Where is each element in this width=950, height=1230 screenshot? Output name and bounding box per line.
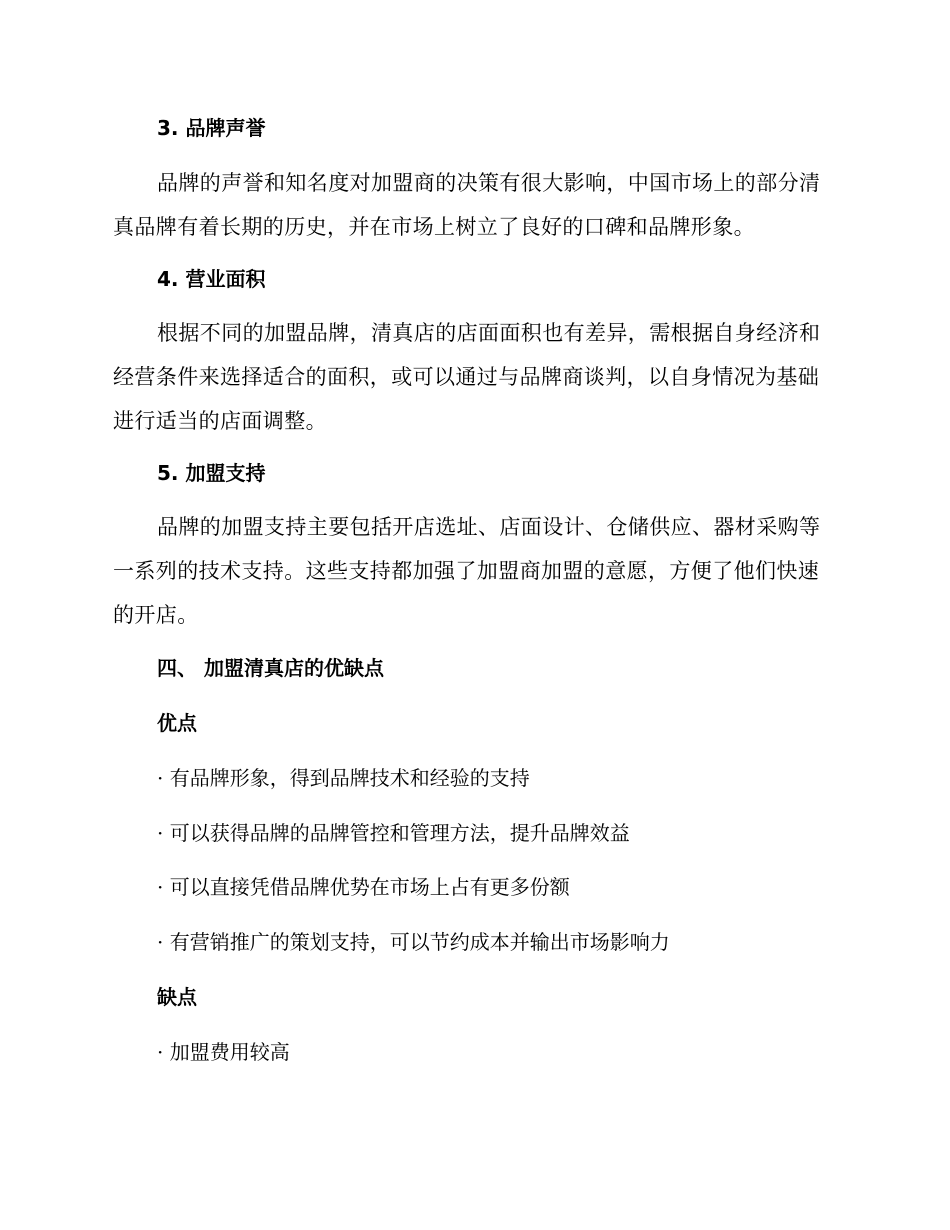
section-heading-franchise-support: 5. 加盟支持 — [157, 461, 266, 485]
pros-list-item: · 可以获得品牌的品牌管控和管理方法，提升品牌效益 — [157, 821, 630, 845]
section-heading-business-area: 4. 营业面积 — [157, 267, 266, 291]
pros-list-item: · 可以直接凭借品牌优势在市场上占有更多份额 — [157, 875, 570, 899]
chapter-heading-pros-cons: 四、 加盟清真店的优缺点 — [157, 656, 384, 680]
pros-heading: 优点 — [157, 711, 197, 735]
section-heading-brand-reputation: 3. 品牌声誉 — [157, 116, 266, 140]
cons-list-item: · 加盟费用较高 — [157, 1040, 290, 1064]
paragraph-business-area: 根据不同的加盟品牌，清真店的店面面积也有差异，需根据自身经济和经营条件来选择适合的面积，或可以通过与品牌商谈判，以自身情况为基础进行适当的店面调整。 — [113, 321, 821, 433]
pros-list-item: · 有品牌形象，得到品牌技术和经验的支持 — [157, 766, 530, 790]
paragraph-brand-reputation: 品牌的声誉和知名度对加盟商的决策有很大影响，中国市场上的部分清真品牌有着长期的历史，并在市场上树立了良好的口碑和品牌形象。 — [113, 171, 821, 239]
cons-heading: 缺点 — [157, 985, 197, 1009]
paragraph-franchise-support: 品牌的加盟支持主要包括开店选址、店面设计、仓储供应、器材采购等一系列的技术支持。这些支持都加强了加盟商加盟的意愿，方便了他们快速的开店。 — [113, 515, 821, 627]
pros-list-item: · 有营销推广的策划支持，可以节约成本并输出市场影响力 — [157, 930, 670, 954]
